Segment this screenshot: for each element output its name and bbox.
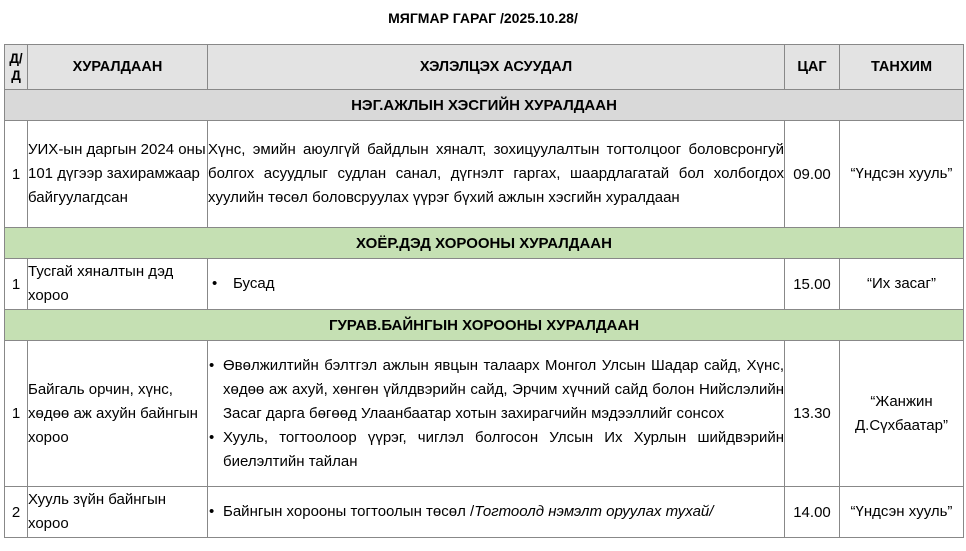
time-cell: 15.00: [785, 259, 840, 310]
topic-bullet-italic-text: Тогтоолд нэмэлт оруулах тухай/: [474, 503, 714, 520]
header-hall: ТАНХИМ: [840, 45, 964, 90]
header-no: Д/Д: [5, 45, 28, 90]
meeting-name: Хууль зүйн байнгын хороо: [28, 487, 208, 538]
header-meeting: ХУРАЛДААН: [28, 45, 208, 90]
schedule-table: [4, 44, 964, 538]
table-row: [5, 121, 964, 228]
topic-bullet: • Хууль, тогтоолоор үүрэг, чиглэл болгосон Улсын Их Хурлын шийдвэрийн биелэлтийн тайлан: [208, 426, 784, 474]
hall-cell: “Жанжин Д.Сүхбаатар”: [840, 341, 964, 487]
meeting-name: УИХ-ын даргын 2024 оны 101 дүгээр захирамжаар байгуулагдсан: [28, 121, 208, 228]
topic-cell: [208, 259, 785, 310]
topic-bullet-text: Байнгын хорооны тогтоолын төсөл /: [223, 503, 475, 520]
meeting-name: Байгаль орчин, хүнс, хөдөө аж ахуйн байнгын хороо: [28, 341, 208, 487]
topic-bullet-list: [208, 500, 784, 524]
section-title: ХОЁР.ДЭД ХОРООНЫ ХУРАЛДААН: [5, 228, 964, 259]
section-title: ГУРАВ.БАЙНГЫН ХОРООНЫ ХУРАЛДААН: [5, 310, 964, 341]
table-row: [5, 487, 964, 538]
header-topic: ХЭЛЭЛЦЭХ АСУУДАЛ: [208, 45, 785, 90]
topic-text: Хүнс, эмийн аюулгүй байдлын хяналт, зохицуулалтын тогтолцоог боловсронгуй болгох асуудлыг судлан санал, дүгнэлт гаргах, шаардлагатай бол холбогдох хуулийн төсөл боловсруулах үүрэг бүхий ажлын хэсгийн хуралдаан: [208, 141, 784, 206]
topic-bullet: • Бусад: [208, 272, 784, 296]
row-number: 1: [5, 341, 28, 487]
table-row: [5, 259, 964, 310]
topic-cell: [208, 341, 785, 487]
row-number: 1: [5, 121, 28, 228]
time-cell: 14.00: [785, 487, 840, 538]
topic-bullet: • Өвөлжилтийн бэлтгэл ажлын явцын талаарх Монгол Улсын Шадар сайд, Хүнс, хөдөө аж ахуй, хөнгөн үйлдвэрийн сайд, Эрчим хүчний сайд болон Нийслэлийн Засаг дарга бөгөөд Улаанбаатар хотын захирагчийн мэдээллийг сонсох: [208, 354, 784, 426]
time-cell: 13.30: [785, 341, 840, 487]
section-heading-row: [5, 90, 964, 121]
row-number: 1: [5, 259, 28, 310]
topic-cell: [208, 487, 785, 538]
section-heading-row: [5, 310, 964, 341]
hall-cell: “Үндсэн хууль”: [840, 487, 964, 538]
section-title: НЭГ.АЖЛЫН ХЭСГИЙН ХУРАЛДААН: [5, 90, 964, 121]
page-title: МЯГМАР ГАРАГ /2025.10.28/: [388, 10, 578, 26]
topic-bullet: [208, 500, 784, 524]
hall-cell: “Үндсэн хууль”: [840, 121, 964, 228]
header-time: ЦАГ: [785, 45, 840, 90]
row-number: 2: [5, 487, 28, 538]
hall-cell: “Их засаг”: [840, 259, 964, 310]
time-cell: 09.00: [785, 121, 840, 228]
meeting-name: Тусгай хяналтын дэд хороо: [28, 259, 208, 310]
topic-bullet-list: [208, 354, 784, 474]
table-row: [5, 341, 964, 487]
topic-bullet-list: [208, 272, 784, 296]
table-header-row: [5, 45, 964, 90]
section-heading-row: [5, 228, 964, 259]
topic-cell: [208, 121, 785, 228]
